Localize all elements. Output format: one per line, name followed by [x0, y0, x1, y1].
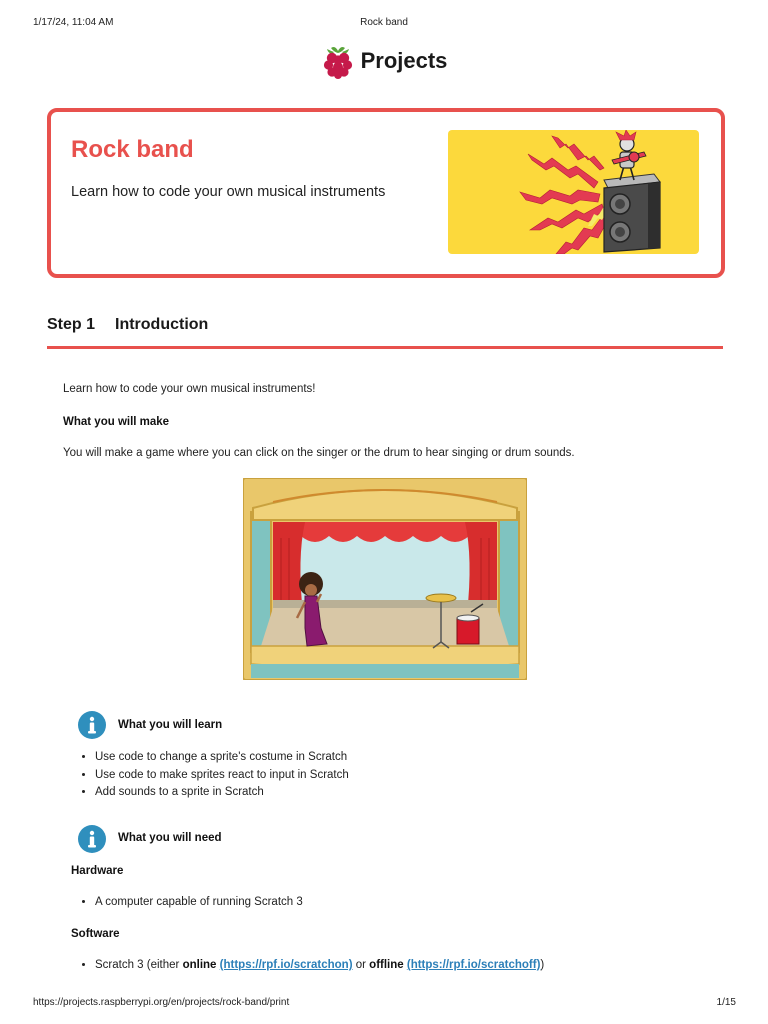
scratch-offline-link[interactable]: (https://rpf.io/scratchoff) [406, 959, 541, 971]
hardware-heading: Hardware [71, 865, 124, 877]
project-hero-card [47, 108, 725, 278]
software-suffix: ) [540, 959, 545, 971]
scratch-online-link[interactable]: (https://rpf.io/scratchon) [219, 959, 353, 971]
brand-title: Projects [360, 48, 448, 73]
info-icon [78, 825, 106, 853]
print-datetime: 1/17/24, 11:04 AM [33, 17, 114, 28]
software-online-label: online [182, 959, 217, 971]
list-item [95, 957, 544, 975]
rock-band-illustration [448, 130, 699, 254]
list-item: • Use code to change a sprite's costume in Scratch [95, 749, 349, 767]
list-item: • A computer capable of running Scratch 3 [95, 894, 303, 912]
software-middle: or [352, 959, 370, 971]
list-item: • Add sounds to a sprite in Scratch [95, 784, 349, 802]
raspberry-logo-icon [321, 42, 355, 80]
step-heading [47, 314, 723, 349]
step-number: Step 1 [47, 316, 96, 333]
what-you-will-make-text: You will make a game where you can click on the singer or the drum to hear singing or drum sounds. [63, 447, 575, 459]
software-prefix: Scratch 3 (either [95, 959, 183, 971]
print-url: https://projects.raspberrypi.org/en/projects/rock-band/print [33, 997, 290, 1008]
what-you-will-make-heading: What you will make [63, 416, 170, 428]
stage-illustration [243, 478, 527, 680]
learn-list [77, 749, 349, 802]
software-list [77, 957, 544, 975]
list-item: • Use code to make sprites react to input in Scratch [95, 767, 349, 785]
step-title: Introduction [115, 316, 209, 333]
what-you-will-need-heading: What you will need [118, 832, 222, 844]
software-heading: Software [71, 928, 120, 940]
what-you-will-learn-heading: What you will learn [118, 719, 223, 731]
info-icon [78, 711, 106, 739]
print-doc-title: Rock band [360, 17, 408, 28]
project-title: Rock band [71, 136, 194, 163]
brand-header [0, 42, 768, 80]
hardware-list [77, 894, 303, 912]
software-offline-label: offline [369, 959, 404, 971]
intro-text: Learn how to code your own musical instruments! [63, 383, 316, 395]
project-subtitle: Learn how to code your own musical instruments [71, 184, 386, 200]
print-page-number: 1/15 [716, 997, 736, 1008]
